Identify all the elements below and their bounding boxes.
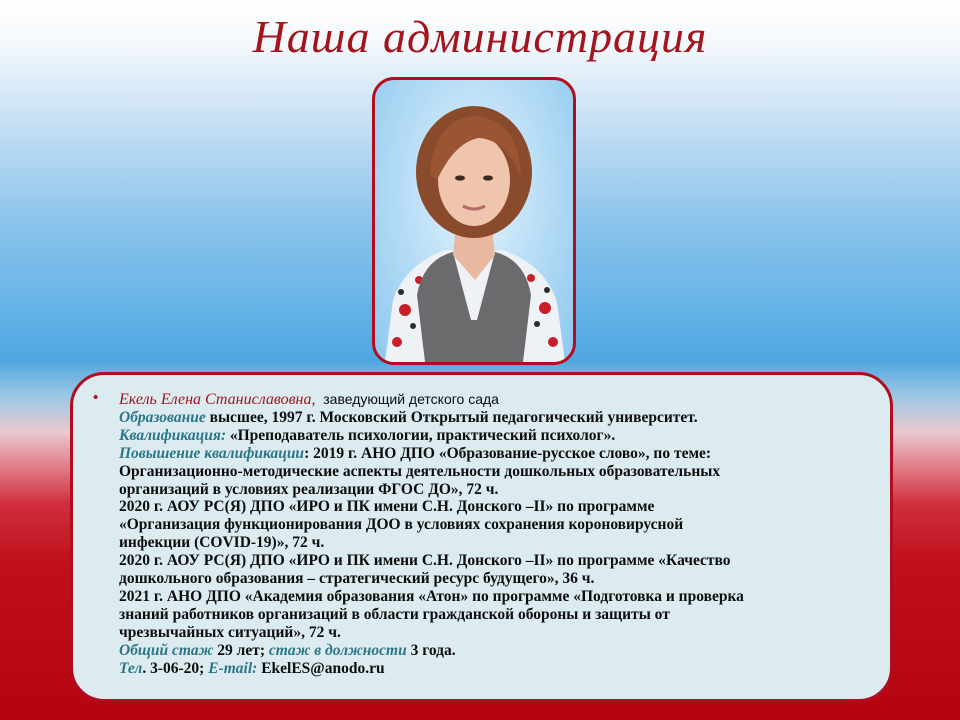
bio-label: Тел bbox=[119, 659, 143, 677]
info-card bbox=[70, 372, 893, 702]
bio-label: Повышение квалификации bbox=[119, 444, 305, 462]
bio-text: высшее, 1997 г. Московский Открытый педагогический университет. bbox=[205, 408, 698, 426]
bio-text: 3 года. bbox=[406, 641, 456, 659]
bio-text: знаний работников организаций в области гражданской обороны и защиты от bbox=[119, 605, 670, 623]
bullet-icon: • bbox=[93, 390, 99, 406]
bio-text: : 2019 г. АНО ДПО «Образование-русское слово», по теме: bbox=[304, 444, 712, 462]
bio-text: чрезвычайных ситуаций», 72 ч. bbox=[119, 623, 341, 641]
page-title: Наша администрация bbox=[252, 11, 708, 62]
biography-text bbox=[93, 390, 870, 678]
bio-text: дошкольного образования – стратегический ресурс будущего», 36 ч. bbox=[119, 570, 595, 588]
bio-text: 2021 г. АНО ДПО «Академия образования «Атон» по программе «Подготовка и проверка bbox=[119, 587, 744, 605]
bio-text: инфекции (COVID-19)», 72 ч. bbox=[119, 534, 325, 552]
bio-label: Образование bbox=[119, 408, 206, 426]
bio-text: «Организация функционирования ДОО в условиях сохранения короновирусной bbox=[119, 516, 684, 534]
bio-label: Общий стаж bbox=[119, 641, 214, 659]
bio-line bbox=[119, 660, 870, 678]
bio-label: Квалификация: bbox=[119, 426, 226, 444]
bio-text: 29 лет; bbox=[213, 641, 269, 659]
bio-line bbox=[119, 516, 870, 534]
bio-line bbox=[119, 463, 870, 481]
bio-text: 2020 г. АОУ РС(Я) ДПО «ИРО и ПК имени С.Н. Донского –II» по программе «Качество bbox=[119, 552, 731, 570]
bio-line bbox=[119, 427, 870, 445]
bio-text: Организационно-методические аспекты деятельности дошкольных образовательных bbox=[119, 462, 721, 480]
bio-line bbox=[119, 552, 870, 570]
bio-line bbox=[119, 642, 870, 660]
bio-line bbox=[119, 409, 870, 427]
name-line bbox=[119, 391, 870, 409]
bio-line bbox=[119, 445, 870, 463]
bio-line bbox=[119, 534, 870, 552]
biography-lines bbox=[119, 409, 870, 678]
portrait-photo bbox=[372, 77, 576, 365]
bio-text: EkelES@anodo.ru bbox=[257, 659, 385, 677]
person-position: заведующий детского сада bbox=[323, 391, 499, 407]
bio-label: E-mail: bbox=[208, 659, 258, 677]
bio-line bbox=[119, 570, 870, 588]
bio-line bbox=[119, 624, 870, 642]
bio-label: стаж в должности bbox=[268, 641, 407, 659]
bio-text: . 3-06-20; bbox=[142, 659, 209, 677]
bio-line bbox=[119, 481, 870, 499]
bio-text: 2020 г. АОУ РС(Я) ДПО «ИРО и ПК имени С.Н. Донского –II» по программе bbox=[119, 498, 655, 516]
bio-line bbox=[119, 606, 870, 624]
bio-text: организаций в условиях реализации ФГОС ДО», 72 ч. bbox=[119, 480, 499, 498]
bio-line bbox=[119, 588, 870, 606]
bio-line bbox=[119, 498, 870, 516]
bio-text: «Преподаватель психологии, практический психолог». bbox=[225, 426, 616, 444]
person-name: Екель Елена Станиславовна, bbox=[119, 391, 316, 408]
